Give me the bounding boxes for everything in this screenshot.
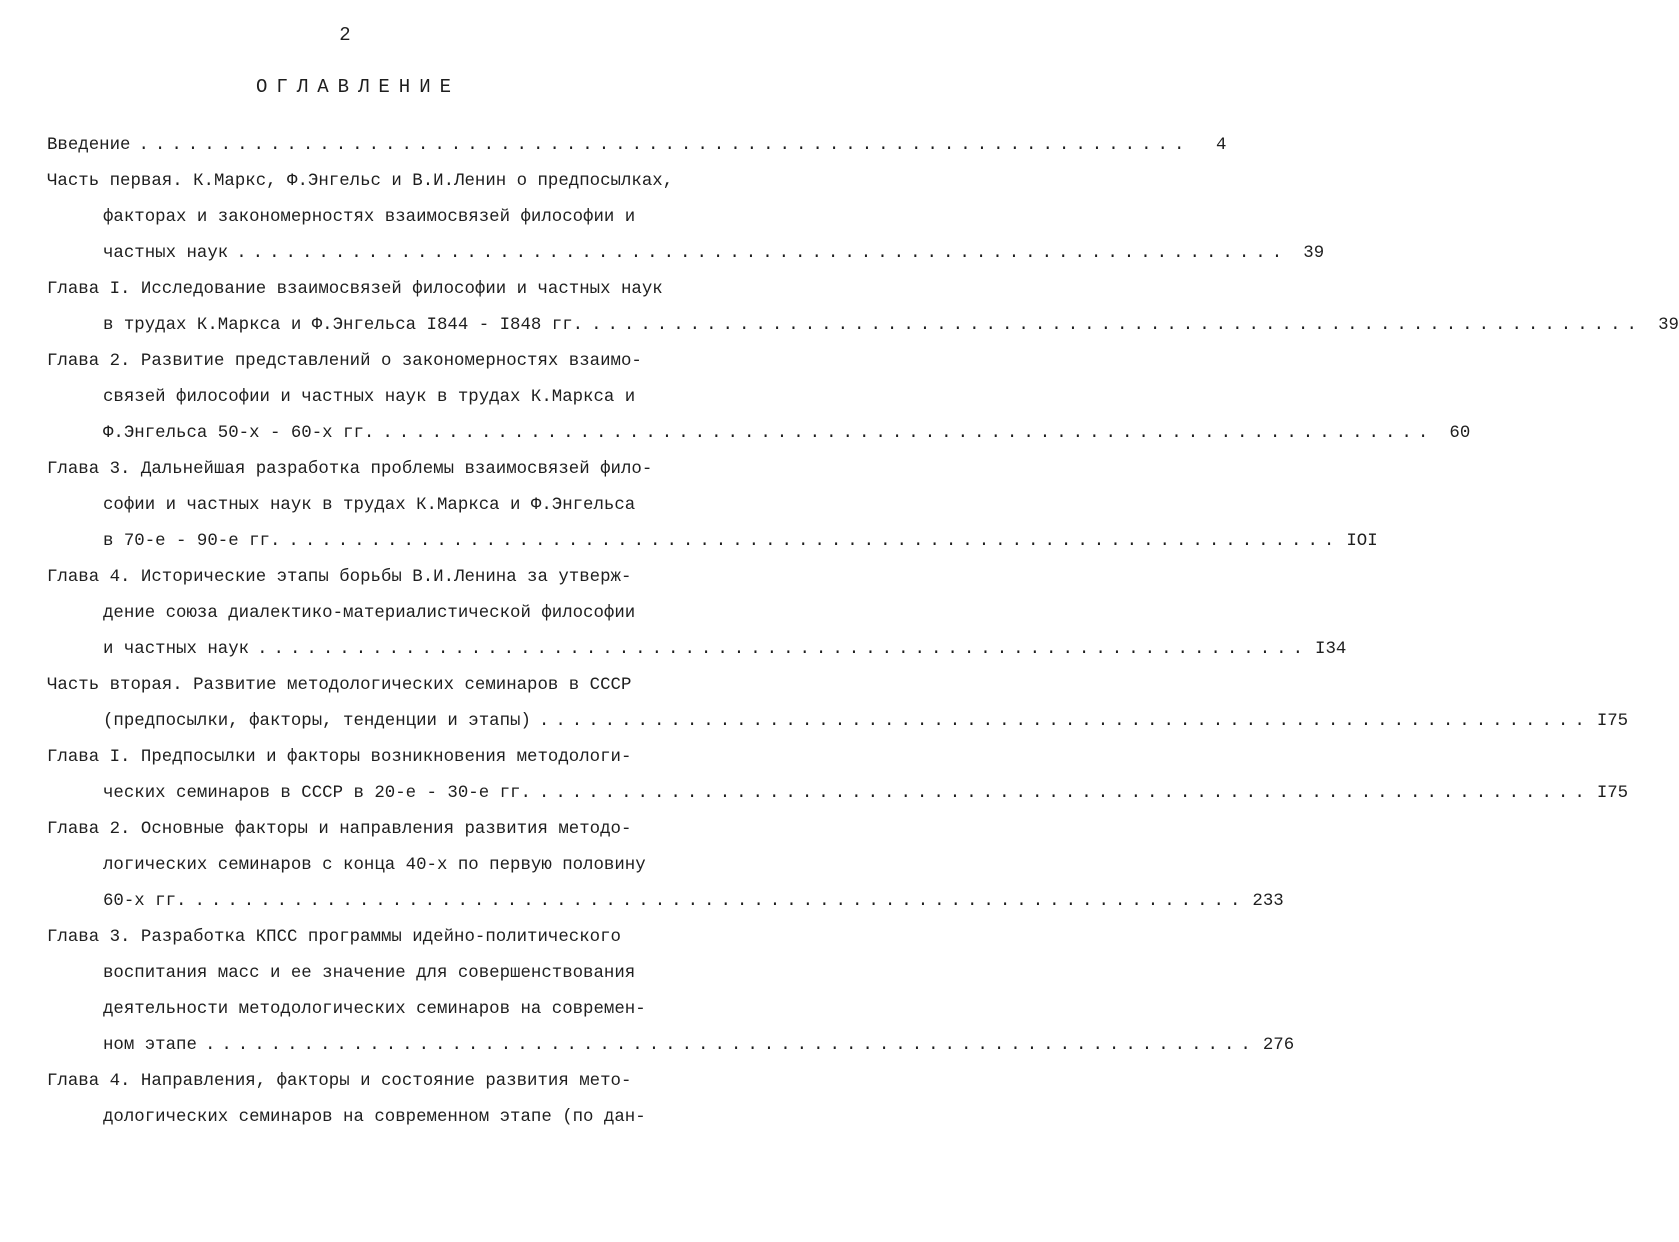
toc-entry-line: [47, 308, 1679, 344]
toc-entry-line: [47, 416, 1471, 452]
toc-entry-text: Глава 3. Дальнейшая разработка проблемы взаимосвязей фило-: [47, 460, 653, 479]
toc-entry: [47, 344, 1471, 452]
toc-page-number: 39: [1658, 316, 1679, 335]
toc-entry: [47, 1064, 747, 1136]
toc-entry-text: деятельности методологических семинаров на современ-: [103, 1000, 646, 1019]
toc-entry-text: Глава 4. Направления, факторы и состояние развития мето-: [47, 1072, 632, 1091]
toc-entry-line: [47, 524, 1378, 560]
toc-entry-line: [47, 236, 1325, 272]
toc-page-number: IOI: [1346, 532, 1378, 551]
toc-entry-text: связей философии и частных наук в трудах К.Маркса и: [103, 388, 636, 407]
toc-entry-line: [47, 848, 747, 884]
toc-entry-text: Ф.Энгельса 50-х - 60-х гг.: [103, 424, 375, 443]
toc-entry-text: в 70-е - 90-е гг.: [103, 532, 281, 551]
toc-entry-line: [47, 164, 747, 200]
toc-entry: [47, 272, 1679, 344]
toc-entry-text: частных наук: [103, 244, 229, 263]
toc-entry-text: Глава 4. Исторические этапы борьбы В.И.Ленина за утверж-: [47, 568, 632, 587]
toc-entry-text: Глава I. Предпосылки и факторы возникновения методологи-: [47, 748, 632, 767]
toc-entry-line: [47, 1028, 1295, 1064]
toc-entry-line: [47, 812, 747, 848]
toc-entry-text: 60-х гг.: [103, 892, 187, 911]
toc-page-number: 233: [1252, 892, 1284, 911]
dot-leader: ................................................................: [538, 784, 1591, 803]
toc-page-number: 39: [1303, 244, 1325, 263]
toc-entry: [47, 740, 1629, 812]
toc-entry-line: [47, 1064, 747, 1100]
toc-entry-text: Часть вторая. Развитие методологических семинаров в СССР: [47, 676, 632, 695]
toc-entry: [47, 560, 1347, 668]
toc-entry-text: дение союза диалектико-материалистической философии: [103, 604, 636, 623]
toc-entry-line: [47, 776, 1629, 812]
toc-entry-text: дологических семинаров на современном этапе (по дан-: [103, 1108, 646, 1127]
toc-entry-text: воспитания масс и ее значение для совершенствования: [103, 964, 636, 983]
toc-page-number: 4: [1215, 136, 1227, 155]
dot-leader: ................................................................: [204, 1036, 1257, 1055]
toc-entry: [47, 668, 1629, 740]
dot-leader: ................................................................: [382, 424, 1435, 443]
toc-entry-line: [47, 956, 747, 992]
toc-entry-line: [47, 884, 1284, 920]
toc-page-number: I34: [1315, 640, 1347, 659]
toc-entry-text: софии и частных наук в трудах К.Маркса и Ф.Энгельса: [103, 496, 636, 515]
toc-entry: [47, 452, 1378, 560]
toc-entry-line: [47, 668, 747, 704]
dot-leader: ................................................................: [288, 532, 1341, 551]
dot-leader: ................................................................: [538, 712, 1591, 731]
toc-entry-text: (предпосылки, факторы, тенденции и этапы): [103, 712, 531, 731]
toc-entry-text: Глава 2. Развитие представлений о закономерностях взаимо-: [47, 352, 642, 371]
toc-entry-line: [47, 920, 747, 956]
toc-entry-line: [47, 1100, 747, 1136]
toc-page-number: I75: [1596, 712, 1629, 731]
dot-leader: ................................................................: [194, 892, 1247, 911]
toc-entry-line: [47, 560, 747, 596]
dot-leader: ................................................................: [138, 136, 1191, 155]
toc-entry: [47, 920, 1295, 1064]
toc-entry-line: [47, 200, 747, 236]
toc-page-number: 276: [1262, 1036, 1295, 1055]
dot-leader: ................................................................: [591, 316, 1643, 335]
toc-entry-text: факторах и закономерностях взаимосвязей философии и: [103, 208, 636, 227]
toc-entry-text: Глава 3. Разработка КПСС программы идейно-политического: [47, 928, 621, 947]
toc-entry-line: [47, 740, 747, 776]
dot-leader: ................................................................: [257, 640, 1310, 659]
page-number: 2: [339, 24, 351, 46]
toc-entry-line: [47, 128, 1227, 164]
toc-entry-text: и частных наук: [103, 640, 250, 659]
toc-entry-text: ном этапе: [103, 1036, 197, 1055]
toc-entry-text: логических семинаров с конца 40-х по первую половину: [103, 856, 646, 875]
toc-page-number: 60: [1449, 424, 1471, 443]
toc-entry-text: Введение: [47, 136, 131, 155]
toc-title: ОГЛАВЛЕНИЕ: [255, 76, 461, 98]
toc-entry-line: [47, 632, 1347, 668]
toc-entry-line: [47, 452, 747, 488]
toc-entry-text: ческих семинаров в СССР в 20-е - 30-е гг.: [103, 784, 531, 803]
toc-entry-line: [47, 992, 747, 1028]
toc-entry: [47, 128, 1227, 164]
toc-entry-text: Глава 2. Основные факторы и направления развития методо-: [47, 820, 632, 839]
toc-entry-line: [47, 596, 747, 632]
table-of-contents: [47, 128, 1679, 1136]
toc-entry-line: [47, 344, 747, 380]
toc-entry: [47, 812, 1284, 920]
toc-entry-text: в трудах К.Маркса и Ф.Энгельса I844 - I848 гг.: [103, 316, 584, 335]
toc-entry-text: Часть первая. К.Маркс, Ф.Энгельс и В.И.Ленин о предпосылках,: [47, 172, 674, 191]
toc-page-number: I75: [1596, 784, 1629, 803]
toc-entry: [47, 164, 1325, 272]
toc-entry-line: [47, 488, 747, 524]
dot-leader: ................................................................: [236, 244, 1289, 263]
toc-entry-line: [47, 272, 747, 308]
toc-entry-line: [47, 704, 1629, 740]
toc-entry-text: Глава I. Исследование взаимосвязей философии и частных наук: [47, 280, 663, 299]
toc-entry-line: [47, 380, 747, 416]
